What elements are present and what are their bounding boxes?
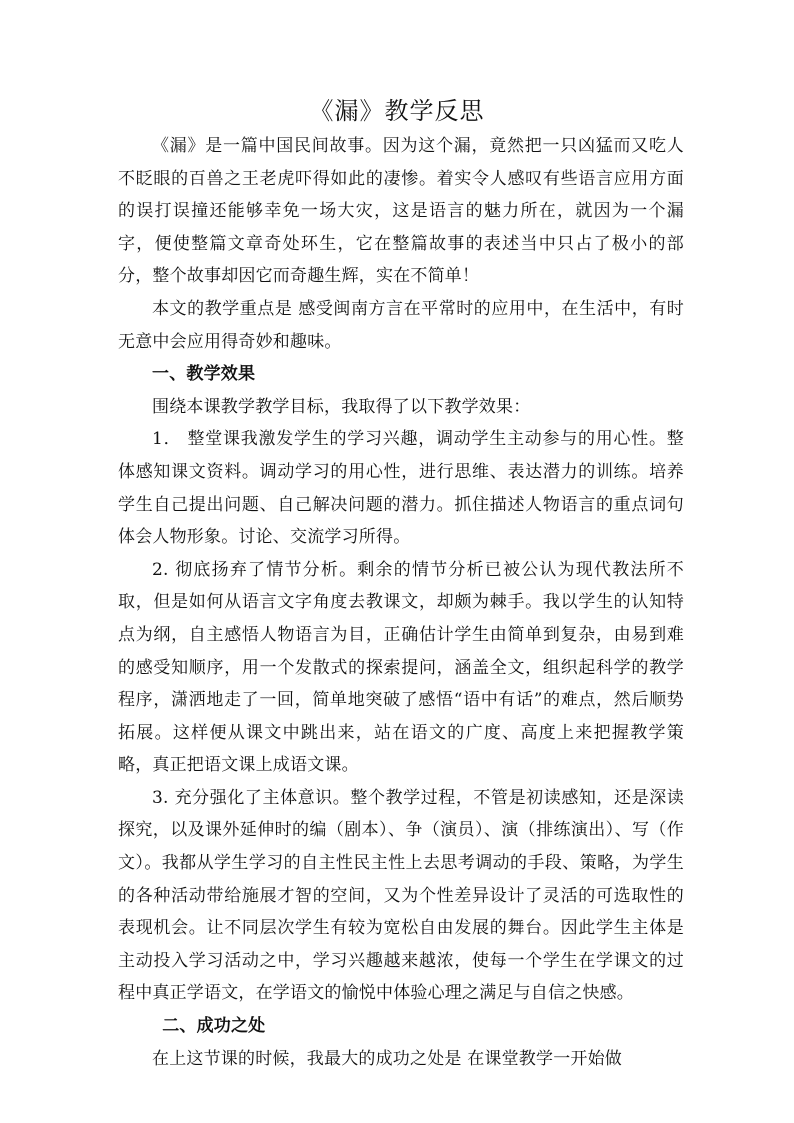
section-paragraph: 2. 彻底扬弃了情节分析。剩余的情节分析已被公认为现代教法所不取，但是如何从语言文字角度去教课文，却颇为棘手。我以学生的认知特点为纲，自主感悟人物语言为目，正确估计学生由简单到复杂，由易到难的感受知顺序，用一个发散式的探索提问，涵盖全文，组织起科学的教学程序，潇洒地走了一回，简单地突破了感悟“语中有话”的难点，然后顺势拓展。这样便从课文中跳出来，站在语文的广度、高度上来把握教学策略，真正把语文课上成语文课。 xyxy=(118,559,684,776)
section-heading-teaching-effect: 一、教学效果 xyxy=(152,364,256,385)
section-heading-success: 二、成功之处 xyxy=(162,1016,266,1037)
section-paragraph: 3. 充分强化了主体意识。整个教学过程，不管是初读感知，还是深读探究，以及课外延伸时的编（剧本）、争（演员）、演（排练演出）、写（作文）。我都从学生学习的自主性民主性上去思考调动的手段、策略，为学生的各种活动带给施展才智的空间，又为个性差异设计了灵活的可选取性的表现机会。让不同层次学生有较为宽松自由发展的舞台。因此学生主体是主动投入学习活动之中，学习兴趣越来越浓，使每一个学生在学课文的过程中真正学语文，在学语文的愉悦中体验心理之满足与自信之快感。 xyxy=(118,787,684,1004)
section-paragraph: 1． 整堂课我激发学生的学习兴趣，调动学生主动参与的用心性。整体感知课文资料。调动学习的用心性，进行思维、表达潜力的训练。培养学生自己提出问题、自己解决问题的潜力。抓住描述人物语言的重点词句体会人物形象。讨论、交流学习所得。 xyxy=(118,429,684,548)
focus-paragraph: 本文的教学重点是 感受闽南方言在平常时的应用中，在生活中，有时无意中会应用得奇妙和趣味。 xyxy=(118,298,684,352)
section-paragraph: 围绕本课教学教学目标，我取得了以下教学效果： xyxy=(152,396,531,417)
document-body xyxy=(118,130,684,1075)
intro-paragraph: 《漏》是一篇中国民间故事。因为这个漏，竟然把一只凶猛而又吃人不眨眼的百兽之王老虎吓得如此的凄惨。着实令人感叹有些语言应用方面的误打误撞还能够幸免一场大灾，这是语言的魅力所在，就因为一个漏字，便使整篇文章奇处环生，它在整篇故事的表述当中只占了极小的部分，整个故事却因它而奇趣生辉，实在不简单！ xyxy=(118,136,684,287)
document-title: 《漏》教学反思 xyxy=(309,97,485,125)
section-paragraph: 在上这节课的时候，我最大的成功之处是 在课堂教学一开始做 xyxy=(152,1048,623,1069)
